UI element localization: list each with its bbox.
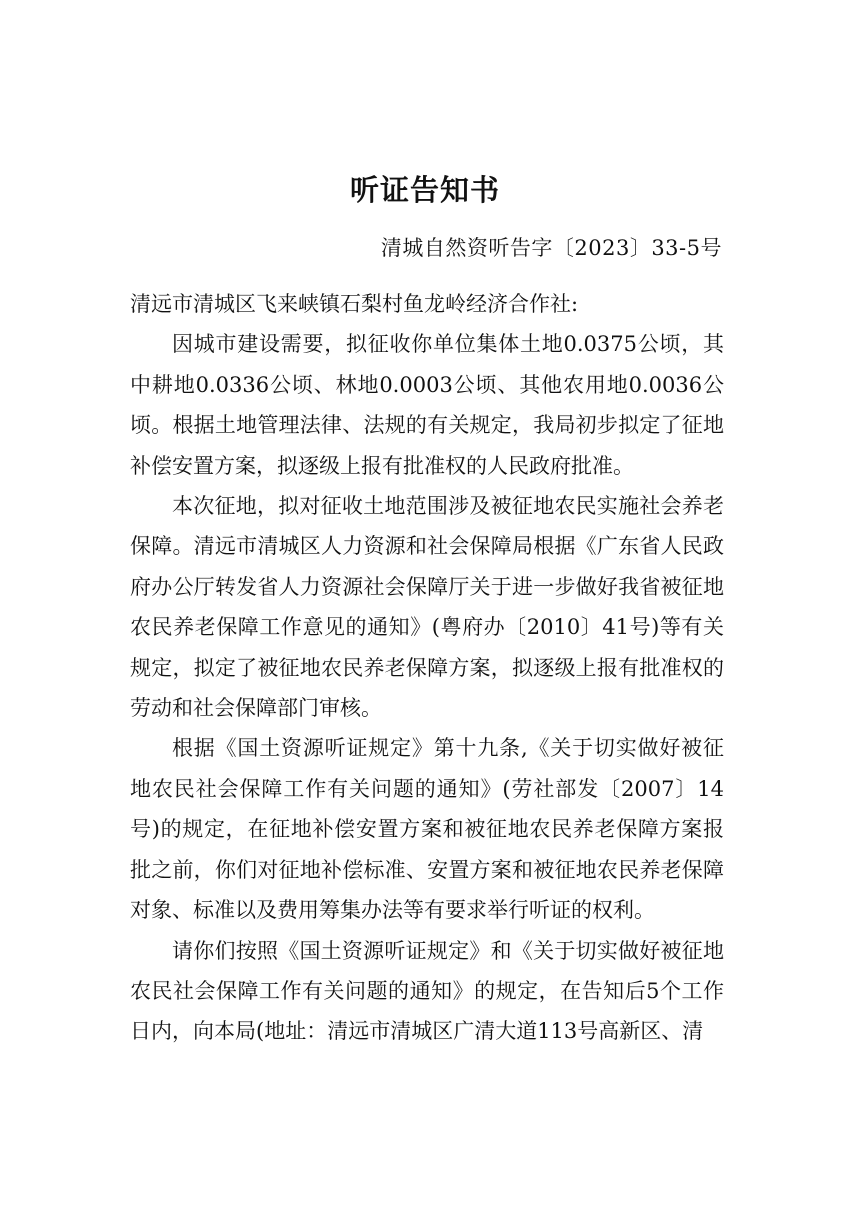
salutation: 清远市清城区飞来峡镇石梨村鱼龙岭经济合作社: [130, 292, 579, 316]
paragraph-2: 本次征地，拟对征收土地范围涉及被征地农民实施社会养老保障。清远市清城区人力资源和社会保障局根据《广东省人民政府办公厅转发省人力资源社会保障厅关于进一步做好我省被征地农民养老保障工作意见的通知》(粤府办〔2010〕41号)等有关规定，拟定了被征地农民养老保障方案，拟逐级上报有批准权的劳动和社会保障部门审核。 [130, 494, 724, 721]
document-body [130, 284, 724, 1052]
document-number: 清城自然资听告字〔2023〕33-5号 [380, 236, 722, 260]
paragraph-4: 请你们按照《国土资源听证规定》和《关于切实做好被征地农民社会保障工作有关问题的通知》的规定，在告知后5个工作日内，向本局(地址：清远市清城区广清大道113号高新区、清 [130, 938, 724, 1044]
paragraph-3: 根据《国土资源听证规定》第十九条,《关于切实做好被征地农民社会保障工作有关问题的通知》(劳社部发〔2007〕14号)的规定，在征地补偿安置方案和被征地农民养老保障方案报批之前，你们对征地补偿标准、安置方案和被征地农民养老保障对象、标准以及费用筹集办法等有要求举行听证的权利。 [130, 736, 724, 923]
document-title: 听证告知书 [349, 173, 500, 207]
paragraph-1: 因城市建设需要，拟征收你单位集体土地0.0375公顷，其中耕地0.0336公顷、林地0.0003公顷、其他农用地0.0036公顷。根据土地管理法律、法规的有关规定，我局初步拟定了征地补偿安置方案，拟逐级上报有批准权的人民政府批准。 [130, 332, 724, 478]
